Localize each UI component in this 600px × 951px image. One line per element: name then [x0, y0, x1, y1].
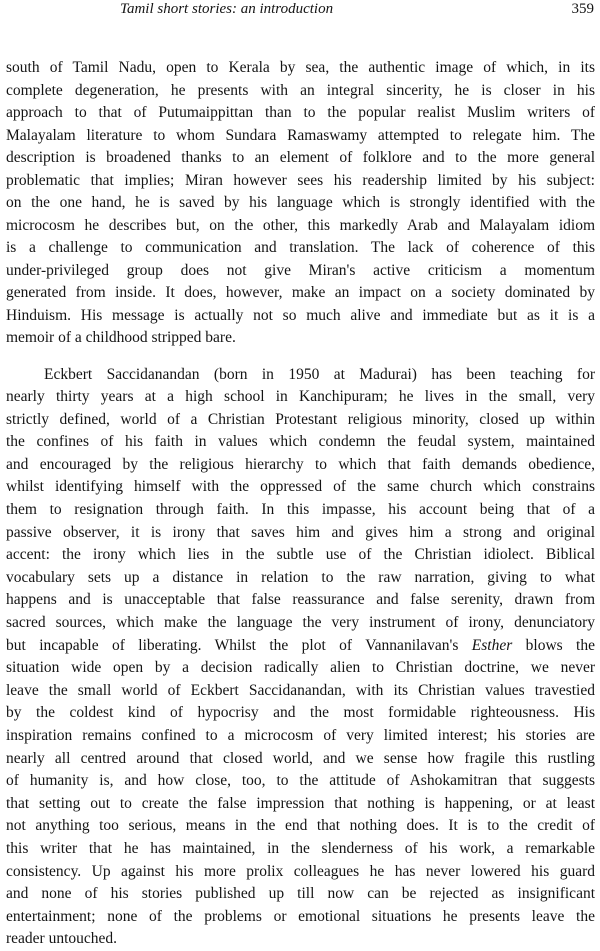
- text-line: complete degeneration, he presents with an integral sincerity, he is closer in his: [6, 81, 595, 99]
- page-number: 359: [571, 1, 594, 17]
- text-line: Hinduism. His message is actually not so much alive and immediate but as it is a: [6, 306, 595, 324]
- text-line: by the coldest kind of hypocrisy and the most formidable righteousness. His: [6, 704, 595, 722]
- paragraph-eckbert: [6, 364, 595, 951]
- text-line: vocabulary sets up a distance in relation to the raw narration, giving to what: [6, 568, 595, 586]
- text-line: accent: the irony which lies in the subtle use of the Christian idiolect. Biblical: [6, 546, 595, 564]
- text-line: whilst identifying himself with the oppressed of the same church which constrains: [6, 478, 595, 496]
- running-head: [0, 0, 600, 22]
- text-line: this writer that he has maintained, in the slenderness of his work, a remarkable: [6, 839, 595, 857]
- text-line: the confines of his faith in values which condemn the feudal system, maintained: [6, 433, 595, 451]
- text-line: them to resignation through faith. In this impasse, his account being that of a: [6, 501, 595, 519]
- text-segment: but incapable of liberating. Whilst the plot of Vannanilavan's: [6, 636, 459, 654]
- text-line: approach to that of Putumaippittan than to the popular realist Muslim writers of: [6, 104, 595, 121]
- text-line: memoir of a childhood stripped bare.: [6, 329, 236, 346]
- text-segment: blows the: [512, 636, 595, 654]
- text-line: on the one hand, he is saved by his language which is strongly identified with the: [6, 194, 595, 211]
- text-line: microcosm he describes but, on the other, this markedly Arab and Malayalam idiom: [6, 216, 595, 234]
- text-line: of humanity is, and how close, too, to the attitude of Ashokamitran that suggests: [6, 772, 595, 790]
- text-line: and encouraged by the religious hierarchy to which that faith demands obedience,: [6, 455, 595, 473]
- text-line: passive observer, it is irony that saves him and gives him a strong and original: [6, 523, 595, 541]
- text-line: happens and is unacceptable that false reassurance and false serenity, drawn from: [6, 591, 595, 609]
- running-title: Tamil short stories: an introduction: [120, 1, 334, 17]
- text-line: consistency. Up against his more prolix colleagues he has never lowered his guard: [6, 862, 595, 880]
- text-line: nearly all centred around that closed world, and we sense how fragile this rustling: [6, 749, 595, 767]
- text-line: not anything too serious, means in the end that nothing does. It is to the credit of: [6, 817, 595, 835]
- text-line: Eckbert Saccidanandan (born in 1950 at Madurai) has been teaching for: [44, 365, 595, 383]
- text-line: description is broadened thanks to an element of folklore and to the more general: [6, 149, 595, 166]
- text-line: south of Tamil Nadu, open to Kerala by sea, the authentic image of which, in its: [6, 59, 595, 76]
- text-line: is a challenge to communication and translation. The lack of coherence of this: [6, 239, 595, 256]
- text-line: that setting out to create the false impression that nothing is happening, or at least: [6, 794, 595, 812]
- italic-title: Esther: [471, 636, 513, 654]
- text-line: strictly defined, world of a Christian Protestant religious minority, closed up within: [6, 410, 595, 428]
- paragraph-gap: [6, 350, 595, 364]
- text-line: inspiration remains confined to a microcosm of very limited interest; his stories are: [6, 727, 595, 744]
- body-text: [6, 57, 595, 951]
- text-line: situation wide open by a decision radically alien to Christian doctrine, we never: [6, 659, 595, 677]
- paragraph-continuation: [6, 57, 595, 350]
- text-line: entertainment; none of the problems or emotional situations he presents leave the: [6, 907, 595, 925]
- text-line: under-privileged group does not give Miran's active criticism a momentum: [6, 261, 595, 279]
- text-line: Malayalam literature to whom Sundara Ramaswamy attempted to relegate him. The: [6, 126, 595, 144]
- text-line-with-title: [6, 635, 595, 658]
- text-line: and none of his stories published up till now can be rejected as insignificant: [6, 885, 595, 903]
- text-line: problematic that implies; Miran however sees his readership limited by his subject:: [6, 171, 595, 189]
- text-line: reader untouched.: [6, 930, 118, 948]
- text-line: leave the small world of Eckbert Saccidanandan, with its Christian values travestied: [6, 681, 595, 699]
- text-line: generated from inside. It does, however, make an impact on a society dominated by: [6, 284, 595, 301]
- text-line: sacred sources, which make the language the very instrument of irony, denunciatory: [6, 614, 595, 632]
- text-line: nearly thirty years at a high school in Kanchipuram; he lives in the small, very: [6, 388, 595, 406]
